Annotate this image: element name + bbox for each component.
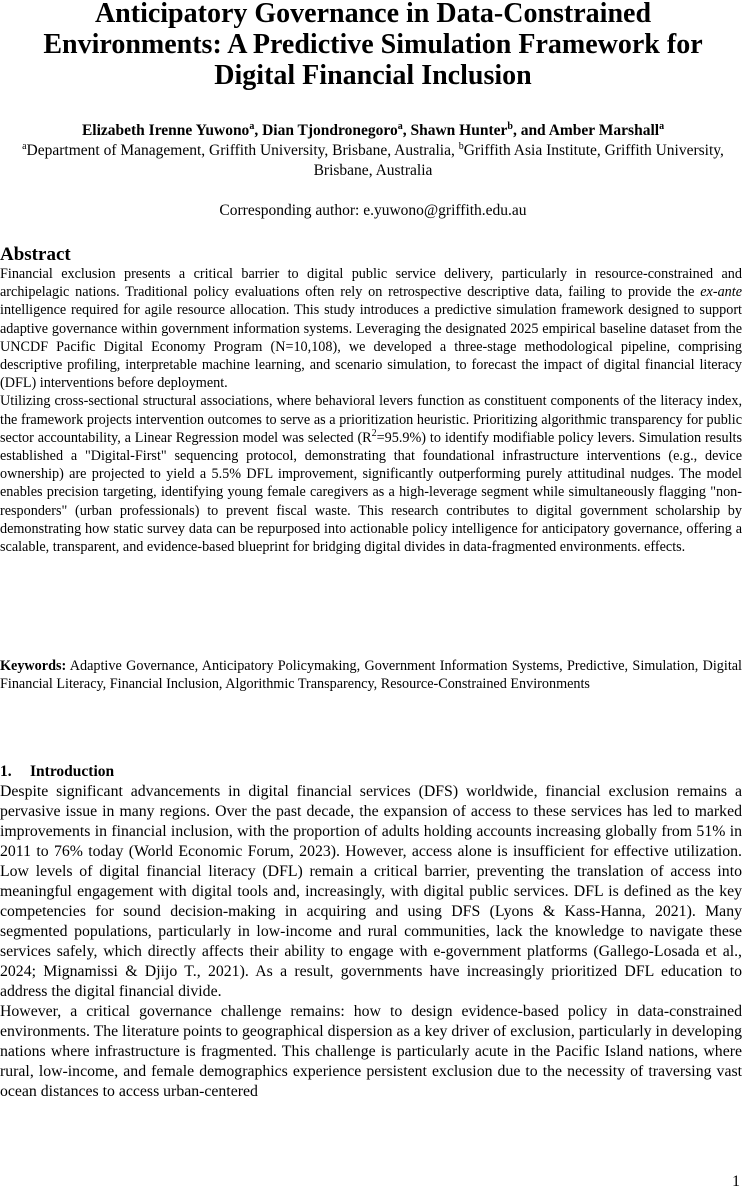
abstract-heading: Abstract xyxy=(0,244,71,265)
author-affil-mark: a xyxy=(249,121,255,132)
author-separator: , xyxy=(254,122,263,139)
abstract-paragraph xyxy=(0,265,742,392)
affil-mark: b xyxy=(458,141,464,152)
section-title: Introduction xyxy=(30,763,115,780)
paper-title: Anticipatory Governance in Data-Constrained Environments: A Predictive Simulation Framework for Digital Financial Inclusion xyxy=(43,0,703,91)
affil-mark: a xyxy=(22,141,27,152)
abstract-text: =95.9%) to identify modifiable policy levers. Simulation results established a "Digital-First" sequencing protocol, demonstrating that foundational infrastructure interventions (e.g., device ownership) are projected to yield a 5.5% DFL improvement, significantly outperforming purely attitudinal nudges. The model enables precision targeting, identifying young female caregivers as a high-leverage segment while simultaneously flagging "non-responders" (urban professionals) to prevent fiscal waste. This research contributes to digital government scholarship by demonstrating how static survey data can be repurposed into actionable policy intelligence for anticipatory governance, offering a scalable, transparent, and evidence-based blueprint for bridging digital divides in data-fragmented environments. effects. xyxy=(0,429,742,556)
keywords-label: Keywords: xyxy=(0,658,67,674)
corresponding-author: Corresponding author: e.yuwono@griffith.edu.au xyxy=(219,202,527,219)
author-affil-mark: a xyxy=(659,121,665,132)
affiliation-text: Griffith Asia Institute, Griffith University, Brisbane, Australia xyxy=(313,142,724,179)
abstract-text: Financial exclusion presents a critical barrier to digital public service delivery, particularly in resource-constrained and archipelagic nations. Traditional policy evaluations often rely on retrospective descriptive data, failing to provide the xyxy=(0,266,742,301)
section-heading-introduction xyxy=(0,762,114,782)
author-separator: , and xyxy=(512,122,549,139)
author-name: Shawn Hunter xyxy=(410,122,508,139)
body-paragraph: Despite significant advancements in digital financial services (DFS) worldwide, financial exclusion remains a pervasive issue in many regions. Over the past decade, the expansion of access to these services has led to marked improvements in financial inclusion, with the proportion of adults holding accounts increasing globally from 51% in 2011 to 76% today (World Economic Forum, 2023). However, access alone is insufficient for effective utilization. Low levels of digital financial literacy (DFL) remain a critical barrier, preventing the translation of access into meaningful engagement with digital tools and, increasingly, with digital public services. DFL is defined as the key competencies for sound decision-making in acquiring and using DFS (Lyons & Kass-Hanna, 2021). Many segmented populations, particularly in low-income and rural communities, lack the knowledge to navigate these services safely, which directly affects their ability to engage with e-government platforms (Gallego-Losada et al., 2024; Mignamissi & Djijo T., 2021). As a result, governments have increasingly prioritized DFL education to address the digital financial divide. xyxy=(0,783,742,1000)
introduction-body xyxy=(0,782,742,1102)
body-paragraph: However, a critical governance challenge remains: how to design evidence-based policy in data-constrained environments. The literature points to geographical dispersion as a key driver of exclusion, particularly in developing nations where infrastructure is fragmented. This challenge is particularly acute in the Pacific Island nations, where rural, low-income, and female demographics experience persistent exclusion due to the necessity of traversing vast ocean distances to access urban-centered xyxy=(0,1003,742,1100)
abstract-paragraph xyxy=(0,392,742,556)
abstract-text: intelligence required for agile resource allocation. This study introduces a predictive simulation framework designed to support adaptive governance within government information systems. Leveraging the designated 2025 empirical baseline dataset from the UNCDF Pacific Digital Economy Program (N=10,108), we developed a three-stage methodological pipeline, comprising descriptive profiling, interpretable machine learning, and scenario simulation, to forecast the impact of digital financial literacy (DFL) interventions before deployment. xyxy=(0,302,742,392)
keywords-text: Adaptive Governance, Anticipatory Policymaking, Government Information Systems, Predictive, Simulation, Digital Financial Literacy, Financial Inclusion, Algorithmic Transparency, Resource-Constrained Environments xyxy=(0,658,742,693)
author-affil-mark: b xyxy=(507,121,513,132)
author-list xyxy=(0,121,746,141)
affiliation-text: Department of Management, Griffith University, Brisbane, Australia, xyxy=(26,142,459,159)
page-number: 1 xyxy=(732,1173,740,1190)
abstract-body xyxy=(0,265,742,556)
abstract-emphasis: ex-ante xyxy=(700,284,742,301)
section-number: 1. xyxy=(0,763,12,780)
superscript: 2 xyxy=(371,427,377,439)
author-name: Dian Tjondronegoro xyxy=(262,122,398,139)
author-separator: , xyxy=(402,122,411,139)
affiliations xyxy=(20,141,726,181)
author-name: Elizabeth Irenne Yuwono xyxy=(81,122,250,139)
author-name: Amber Marshall xyxy=(548,122,660,139)
abstract-text: Utilizing cross-sectional structural associations, where behavioral levers function as constituent components of the literacy index, the framework projects intervention outcomes to serve as a prioritization heuristic. Prioritizing algorithmic transparency for public sector accountability, a Linear Regression model was selected (R xyxy=(0,393,742,446)
keywords xyxy=(0,657,742,693)
author-affil-mark: a xyxy=(397,121,403,132)
